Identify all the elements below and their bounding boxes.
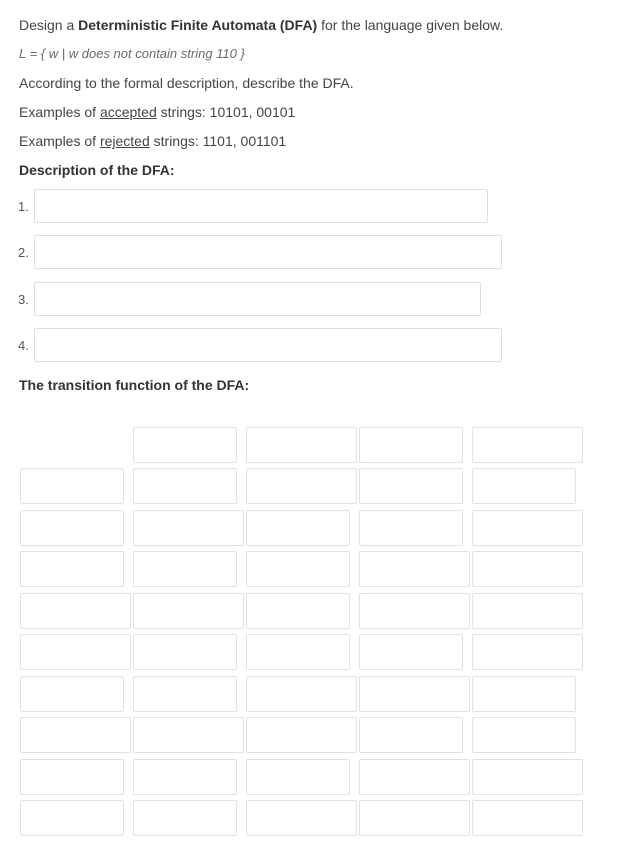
- table-cell[interactable]: [472, 759, 583, 795]
- table-cell[interactable]: [472, 634, 583, 670]
- table-cell[interactable]: [359, 800, 470, 836]
- table-cell[interactable]: [359, 468, 463, 504]
- table-cell[interactable]: [133, 634, 237, 670]
- table-cell[interactable]: [20, 717, 131, 753]
- table-cell[interactable]: [472, 593, 583, 629]
- description-field-4[interactable]: [34, 328, 502, 362]
- table-cell[interactable]: [246, 468, 357, 504]
- table-cell[interactable]: [359, 551, 470, 587]
- table-cell[interactable]: [246, 510, 350, 546]
- transition-heading: The transition function of the DFA:: [19, 377, 250, 393]
- intro-text-end: for the language given below.: [317, 17, 504, 33]
- table-cell[interactable]: [133, 717, 244, 753]
- dfa-term: Deterministic Finite Automata (DFA): [78, 17, 318, 33]
- table-cell[interactable]: [133, 676, 237, 712]
- table-cell[interactable]: [246, 759, 350, 795]
- accepted-strings: strings: 10101, 00101: [156, 104, 296, 120]
- table-cell[interactable]: [246, 676, 357, 712]
- intro-text: Design a: [19, 17, 79, 33]
- table-cell[interactable]: [133, 468, 237, 504]
- header-cell[interactable]: [359, 427, 463, 463]
- header-cell[interactable]: [246, 427, 357, 463]
- description-field-2[interactable]: [34, 235, 502, 269]
- table-cell[interactable]: [20, 551, 124, 587]
- item-number: 2.: [18, 245, 29, 260]
- table-cell[interactable]: [20, 468, 124, 504]
- accepted-examples: [19, 103, 295, 121]
- table-cell[interactable]: [246, 800, 357, 836]
- table-cell[interactable]: [359, 759, 470, 795]
- table-cell[interactable]: [20, 759, 124, 795]
- table-cell[interactable]: [20, 510, 124, 546]
- instruction-text: According to the formal description, describe the DFA.: [19, 75, 354, 91]
- table-cell[interactable]: [472, 800, 583, 836]
- description-field-1[interactable]: [34, 189, 488, 223]
- table-cell[interactable]: [472, 551, 583, 587]
- rejected-prefix: Examples of: [19, 133, 100, 149]
- rejected-word: rejected: [99, 133, 150, 149]
- table-cell[interactable]: [133, 759, 237, 795]
- table-cell[interactable]: [359, 676, 470, 712]
- table-cell[interactable]: [20, 676, 124, 712]
- table-cell[interactable]: [20, 800, 124, 836]
- table-cell[interactable]: [359, 510, 463, 546]
- item-number: 4.: [18, 338, 29, 353]
- accepted-word: accepted: [99, 104, 157, 120]
- table-cell[interactable]: [133, 593, 244, 629]
- table-cell[interactable]: [472, 468, 576, 504]
- language-definition: L = { w | w does not contain string 110 }: [19, 46, 245, 61]
- rejected-strings: strings: 1101, 001101: [149, 133, 287, 149]
- table-cell[interactable]: [359, 593, 470, 629]
- table-cell[interactable]: [472, 676, 576, 712]
- question-intro: [19, 16, 503, 34]
- table-cell[interactable]: [472, 717, 576, 753]
- table-cell[interactable]: [133, 800, 237, 836]
- description-field-3[interactable]: [34, 282, 481, 316]
- table-cell[interactable]: [359, 634, 463, 670]
- accepted-prefix: Examples of: [19, 104, 100, 120]
- table-cell[interactable]: [133, 510, 244, 546]
- table-cell[interactable]: [246, 717, 357, 753]
- header-cell[interactable]: [133, 427, 237, 463]
- item-number: 1.: [18, 199, 29, 214]
- table-cell[interactable]: [20, 634, 131, 670]
- description-heading: Description of the DFA:: [19, 162, 175, 178]
- table-cell[interactable]: [359, 717, 463, 753]
- table-cell[interactable]: [133, 551, 237, 587]
- rejected-examples: [19, 132, 286, 150]
- header-cell[interactable]: [472, 427, 583, 463]
- table-cell[interactable]: [246, 634, 350, 670]
- table-cell[interactable]: [20, 593, 131, 629]
- table-cell[interactable]: [472, 510, 583, 546]
- table-cell[interactable]: [246, 551, 350, 587]
- table-cell[interactable]: [246, 593, 350, 629]
- item-number: 3.: [18, 292, 29, 307]
